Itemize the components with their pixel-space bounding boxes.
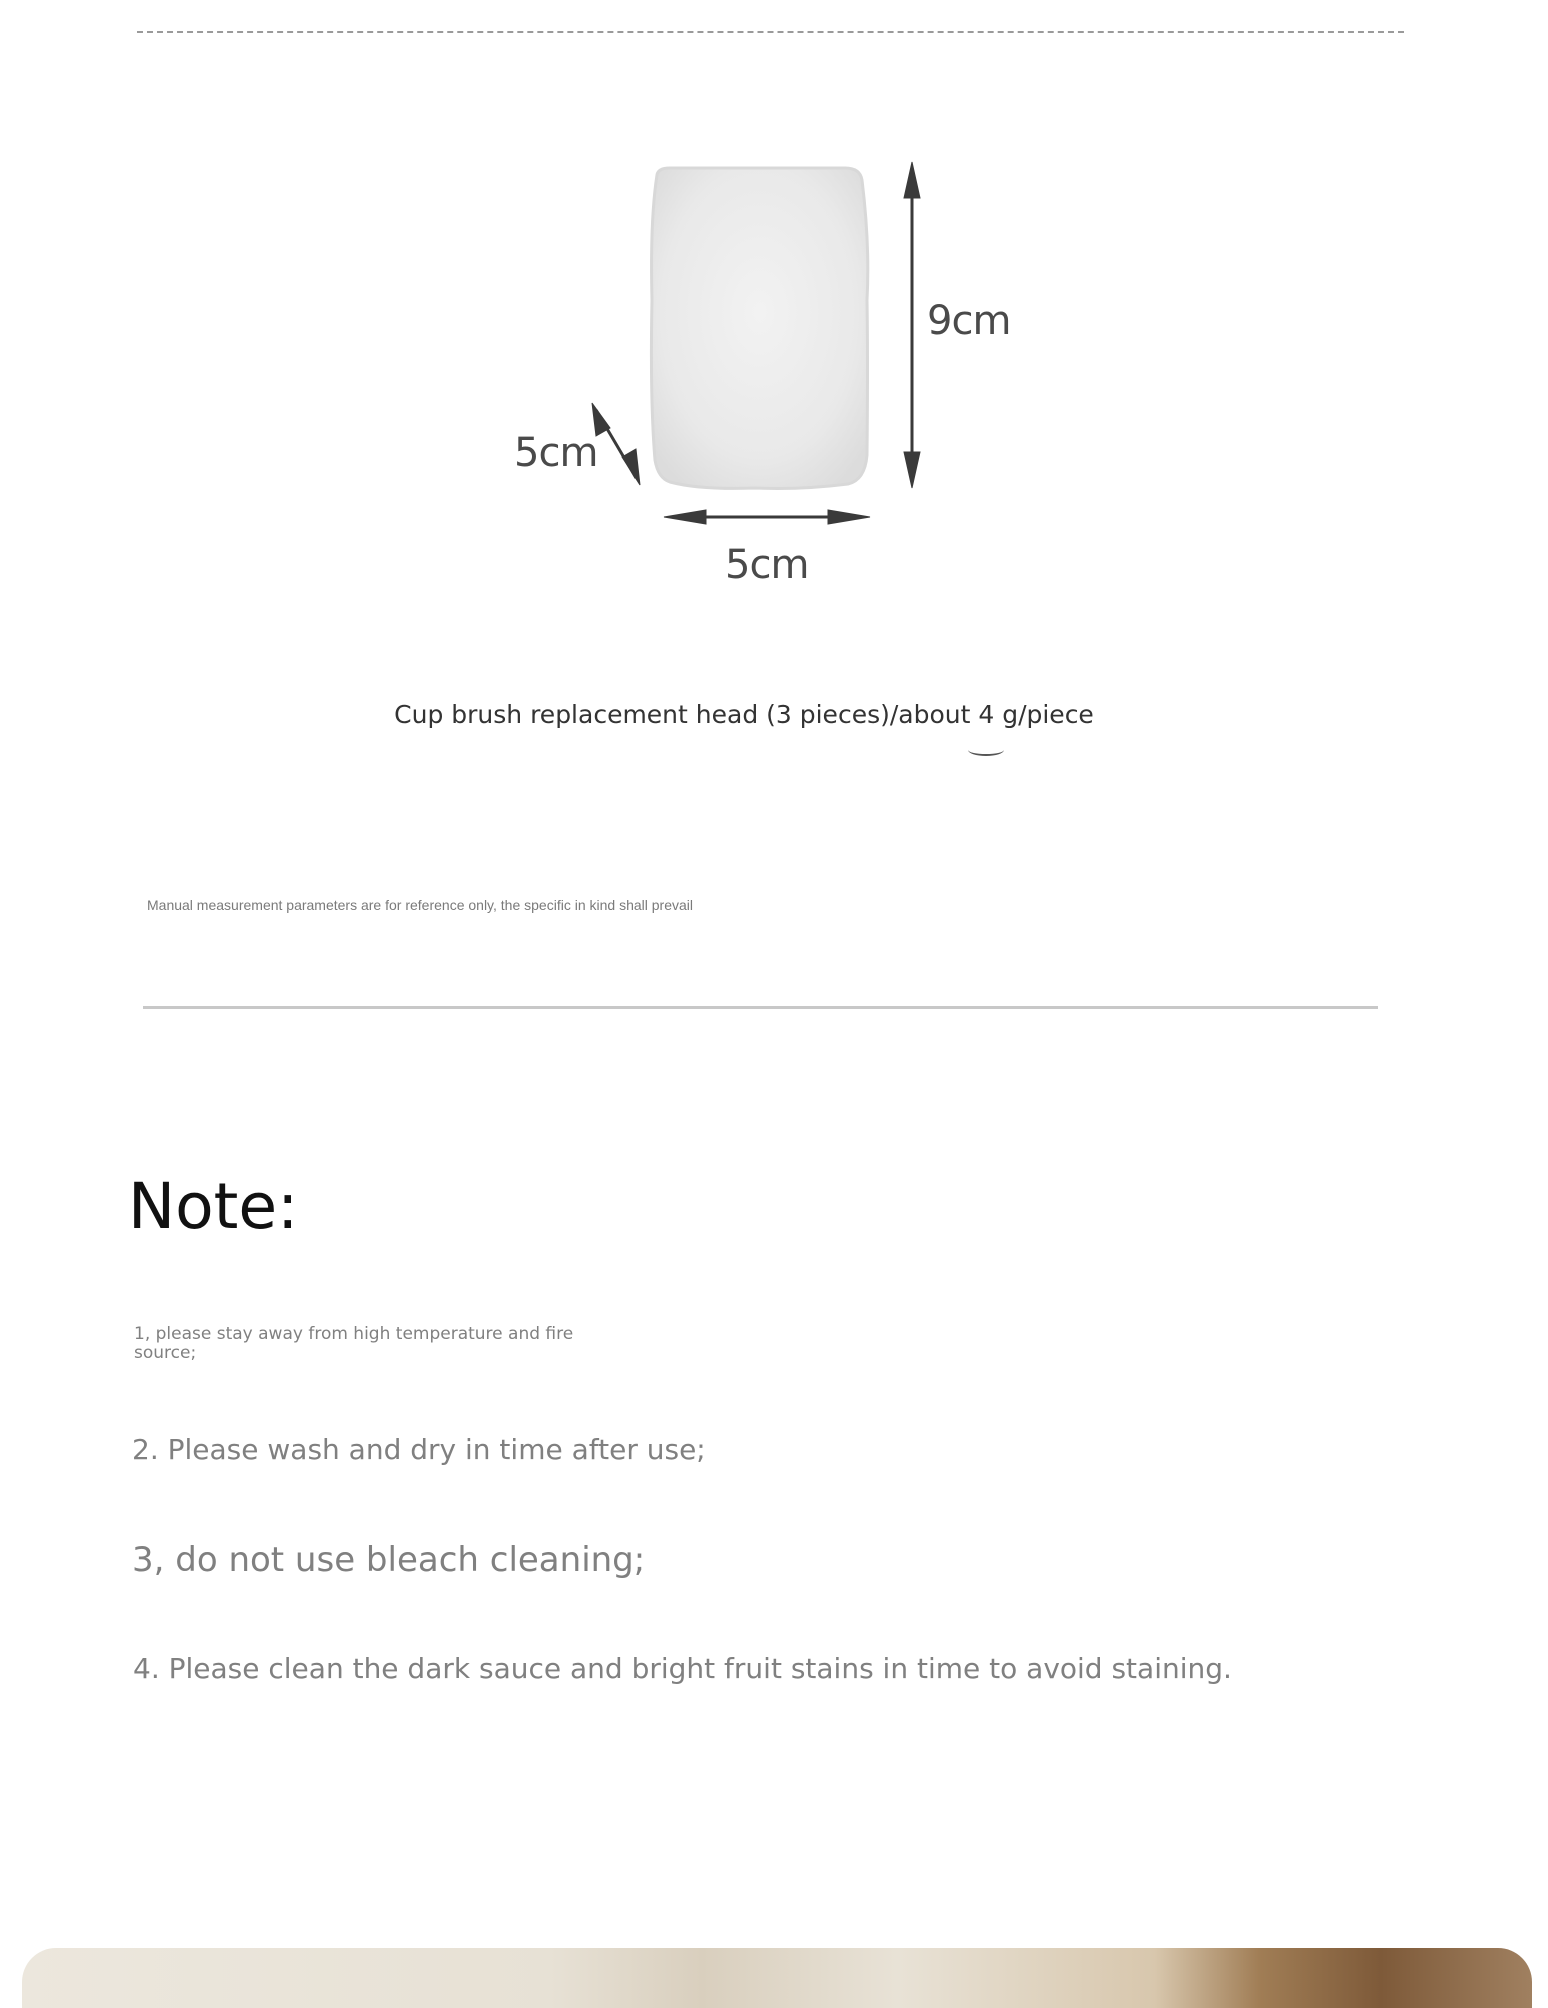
section-divider	[143, 1006, 1378, 1009]
product-photo-strip	[22, 1948, 1532, 2008]
sponge-dimension-figure	[500, 150, 1040, 600]
sponge-illustration	[500, 150, 1040, 600]
measurement-disclaimer: Manual measurement parameters are for reference only, the specific in kind shall prevail	[147, 897, 693, 913]
width-arrow	[664, 510, 870, 524]
depth-label: 5cm	[514, 430, 598, 476]
note-item-2: 2. Please wash and dry in time after use;	[132, 1433, 706, 1466]
note-item-3: 3, do not use bleach cleaning;	[132, 1540, 646, 1580]
dashed-divider	[137, 31, 1404, 33]
sponge-shape	[651, 168, 867, 489]
product-caption: Cup brush replacement head (3 pieces)/about 4 g/piece	[394, 700, 1094, 729]
note-item-4: 4. Please clean the dark sauce and bright fruit stains in time to avoid staining.	[133, 1652, 1232, 1685]
depth-arrow	[592, 403, 640, 485]
decorative-arc	[968, 744, 1004, 756]
height-label: 9cm	[927, 298, 1011, 344]
height-arrow	[904, 162, 920, 488]
note-title: Note:	[128, 1170, 299, 1243]
width-label: 5cm	[725, 542, 809, 588]
note-item-1: 1, please stay away from high temperature and fire source;	[134, 1324, 574, 1363]
